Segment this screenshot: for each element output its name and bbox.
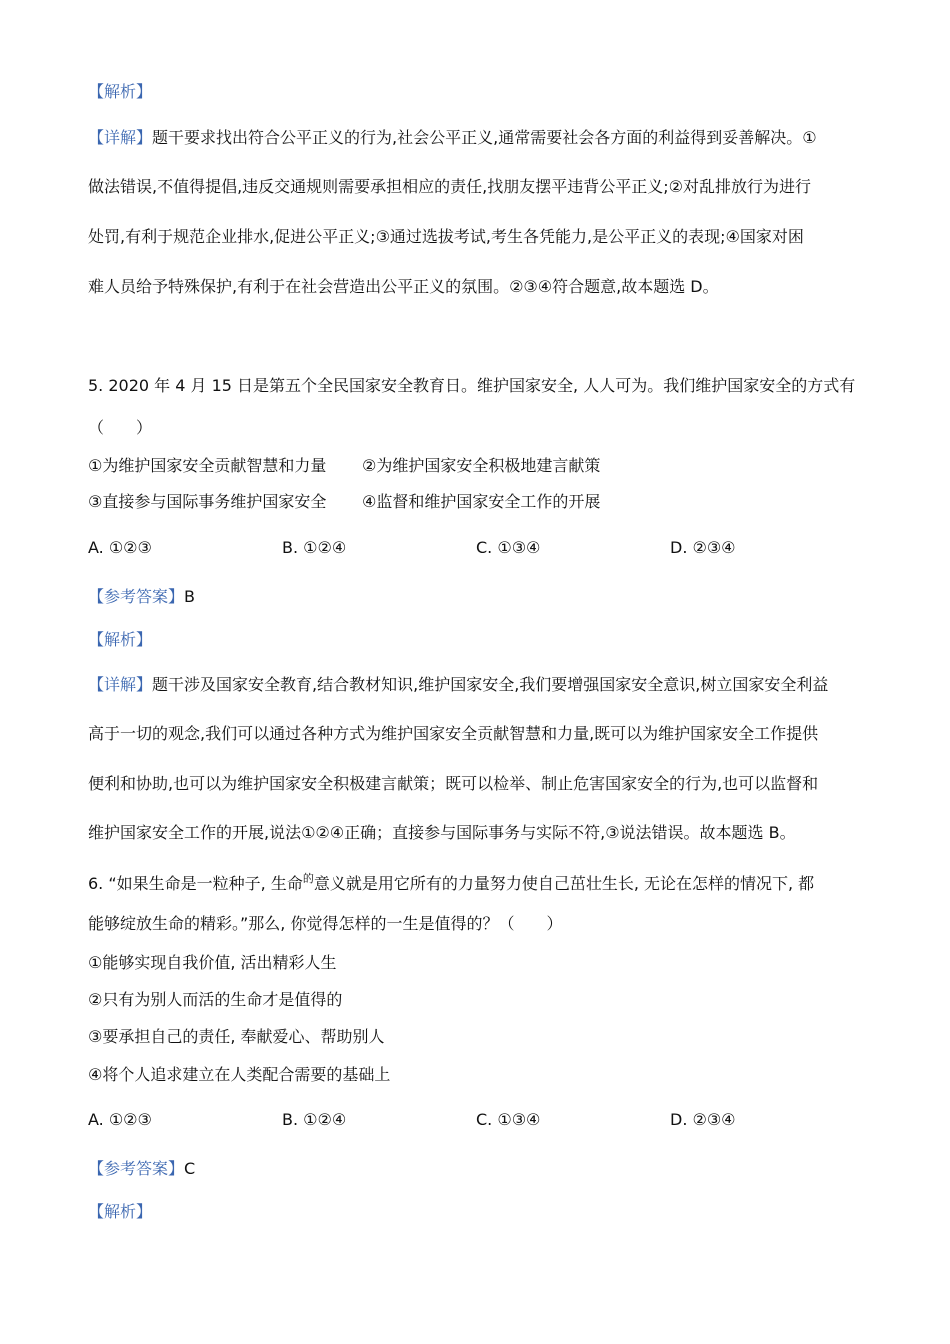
- q5-option-b: B. ①②④: [282, 538, 347, 557]
- q5-detail-line-1: 【详解】题干涉及国家安全教育,结合教材知识,维护国家安全,我们要增强国家安全意识,树立国家安全利益: [88, 675, 829, 694]
- q6-item-3: ③要承担自己的责任, 奉献爱心、帮助别人: [88, 1027, 385, 1046]
- q6-stem-line-1: 6. “如果生命是一粒种子, 生命$^的$意义就是用它所有的力量努力使自己茁壮生长, 无论在怎样的情况下, 都: [88, 872, 815, 893]
- q5-item-4: ④监督和维护国家安全工作的开展: [362, 492, 601, 511]
- q5-item-2: ②为维护国家安全积极地建言献策: [362, 456, 601, 475]
- q5-detail-line-3: 便利和协助,也可以为维护国家安全积极建言献策；既可以检举、制止危害国家安全的行为,也可以监督和: [88, 774, 819, 793]
- q6-option-d: D. ②③④: [670, 1110, 736, 1129]
- q5-option-d: D. ②③④: [670, 538, 736, 557]
- q5-option-a: A. ①②③: [88, 538, 152, 557]
- q5-detail-label: 【详解】: [88, 675, 153, 694]
- q6-answer-value: C: [184, 1159, 196, 1178]
- q5-item-3: ③直接参与国际事务维护国家安全: [88, 492, 327, 511]
- q6-item-2: ②只有为别人而活的生命才是值得的: [88, 990, 343, 1009]
- q5-option-c: C. ①③④: [476, 538, 541, 557]
- q4-detail-label: 【详解】: [88, 128, 153, 147]
- q4-detail-line-3: 处罚,有利于规范企业排水,促进公平正义;③通过选拔考试,考生各凭能力,是公平正义的表现;④国家对困: [88, 227, 804, 246]
- q5-analysis-label: 【解析】: [88, 630, 153, 649]
- q4-detail-line-2: 做法错误,不值得提倡,违反交通规则需要承担相应的责任,找朋友摆平违背公平正义;②对乱排放行为进行: [88, 177, 811, 196]
- q5-stem-line-1: 5. 2020 年 4 月 15 日是第五个全民国家安全教育日。维护国家安全, 人人可为。我们维护国家安全的方式有: [88, 376, 856, 395]
- q4-detail-line-1: 【详解】题干要求找出符合公平正义的行为,社会公平正义,通常需要社会各方面的利益得到妥善解决。①: [88, 128, 817, 147]
- q5-answer: [88, 587, 890, 607]
- q6-item-4: ④将个人追求建立在人类配合需要的基础上: [88, 1065, 391, 1084]
- q5-stem-line-2: （ ）: [88, 418, 153, 437]
- q6-option-a: A. ①②③: [88, 1110, 152, 1129]
- q4-analysis-label: 【解析】: [88, 82, 153, 101]
- q6-answer: [88, 1159, 890, 1179]
- q5-answer-value: B: [184, 587, 195, 606]
- q6-item-1: ①能够实现自我价值, 活出精彩人生: [88, 953, 337, 972]
- q6-stem-line-2: 能够绽放生命的精彩。”那么, 你觉得怎样的一生是值得的？（ ）: [88, 914, 563, 933]
- q4-detail-line-4: 难人员给予特殊保护,有利于在社会营造出公平正义的氛围。②③④符合题意,故本题选 D。: [88, 277, 719, 296]
- q6-option-b: B. ①②④: [282, 1110, 347, 1129]
- q5-answer-label: 【参考答案】: [88, 587, 185, 606]
- q6-option-c: C. ①③④: [476, 1110, 541, 1129]
- q6-analysis-label: 【解析】: [88, 1202, 153, 1221]
- q6-answer-label: 【参考答案】: [88, 1159, 185, 1178]
- q5-item-1: ①为维护国家安全贡献智慧和力量: [88, 456, 327, 475]
- q5-detail-line-4: 维护国家安全工作的开展,说法①②④正确；直接参与国际事务与实际不符,③说法错误。故本题选 B。: [88, 823, 796, 842]
- q5-detail-line-2: 高于一切的观念,我们可以通过各种方式为维护国家安全贡献智慧和力量,既可以为维护国家安全工作提供: [88, 724, 819, 743]
